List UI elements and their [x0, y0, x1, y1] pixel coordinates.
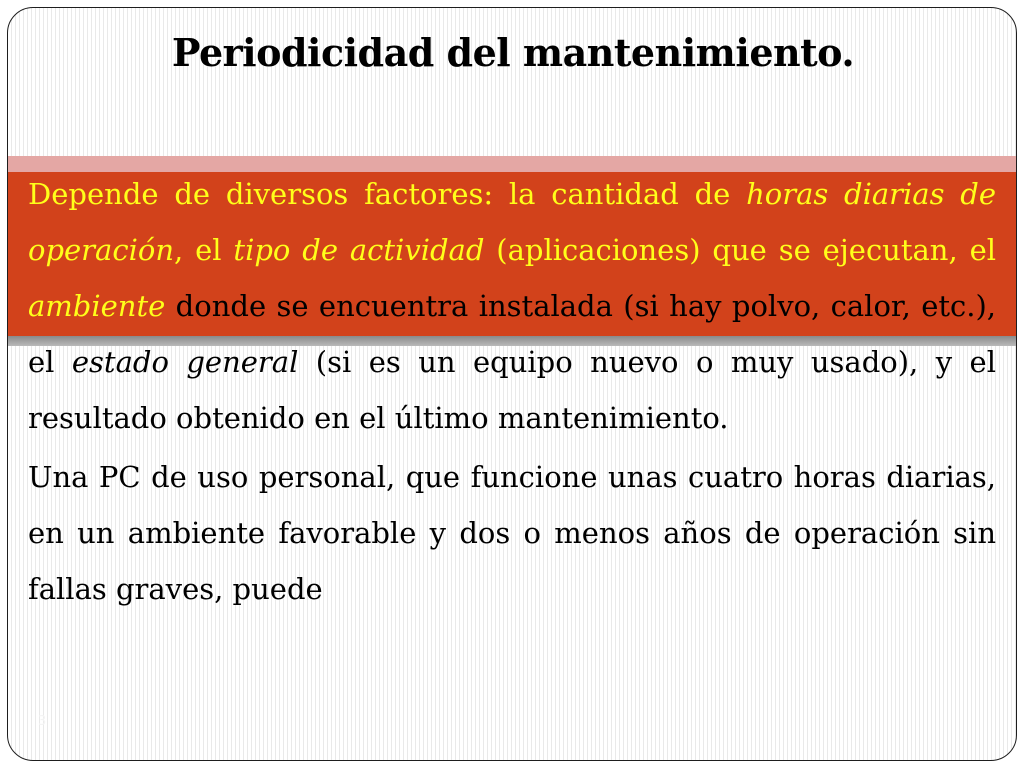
paragraph-2: Una PC de uso personal, que funcione unas cuatro horas diarias, en un ambiente favorable y dos o menos años de operación sin fallas graves, puede — [28, 460, 996, 606]
text-segment: (si es un equipo nuevo o muy usado), y el resultado obtenido en el último mantenimiento. — [28, 345, 996, 435]
paragraph-1 — [28, 166, 996, 446]
slide-frame — [7, 7, 1017, 761]
text-segment: Depende de diversos factores: la cantidad de — [28, 177, 747, 211]
emphasis: ambiente — [28, 289, 166, 323]
text-segment: (aplicaciones) que se ejecutan, el — [484, 233, 997, 267]
text-segment: , el — [174, 233, 234, 267]
emphasis: estado general — [71, 345, 299, 379]
slide-title: Periodicidad del mantenimiento. — [171, 30, 855, 75]
slide-number: 3 — [38, 714, 47, 729]
emphasis: horas diarias de operación — [28, 177, 996, 267]
slide-body — [28, 166, 996, 620]
text-segment: donde se encuentra instalada (si hay polvo, calor, etc.), el — [28, 289, 996, 379]
emphasis: tipo de actividad — [233, 233, 485, 267]
